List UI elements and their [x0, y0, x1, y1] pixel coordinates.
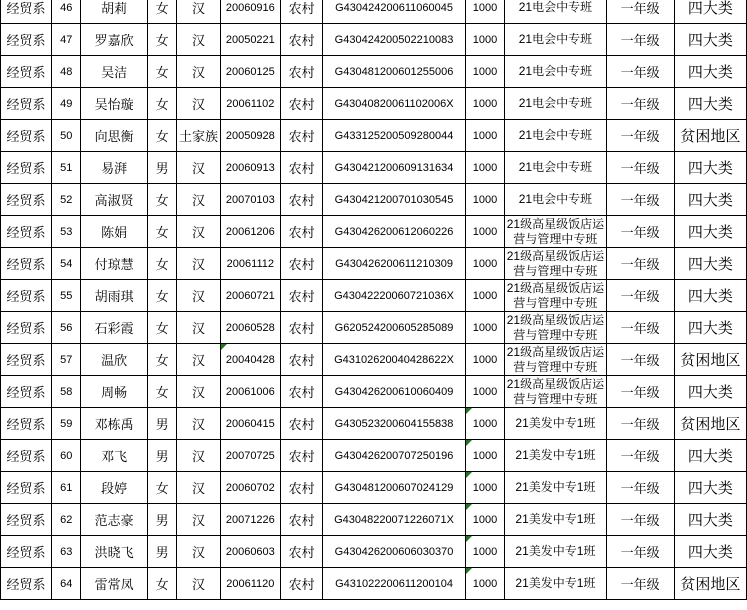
- class-name-cell[interactable]: 21美发中专1班: [505, 408, 606, 440]
- birth-date-cell[interactable]: 20040428: [220, 344, 280, 376]
- table-row: [1, 312, 747, 344]
- department-cell[interactable]: 经贸系: [1, 216, 52, 248]
- category-cell[interactable]: 四大类: [674, 440, 746, 472]
- department-cell[interactable]: 经贸系: [1, 120, 52, 152]
- table-row: [1, 504, 747, 536]
- birth-date-cell[interactable]: 20060702: [220, 472, 280, 504]
- class-name-cell[interactable]: 21电会中专班: [505, 24, 606, 56]
- ethnicity-cell[interactable]: 汉: [177, 24, 220, 56]
- serial-number-cell[interactable]: 49: [52, 88, 81, 120]
- grade-cell[interactable]: 一年级: [606, 376, 674, 408]
- birth-date-cell[interactable]: 20071226: [220, 504, 280, 536]
- category-cell[interactable]: 贫困地区: [674, 408, 746, 440]
- birth-date-cell[interactable]: 20061006: [220, 376, 280, 408]
- student-id-cell[interactable]: G430424200611060045: [323, 0, 465, 24]
- birth-date-cell[interactable]: 20070103: [220, 184, 280, 216]
- student-id-cell[interactable]: G430426200606030370: [323, 536, 465, 568]
- amount-cell[interactable]: 1000: [465, 408, 505, 440]
- amount-cell[interactable]: 1000: [465, 216, 505, 248]
- grade-cell[interactable]: 一年级: [606, 0, 674, 24]
- student-name-cell[interactable]: 吴怡璇: [81, 88, 148, 120]
- student-name-cell[interactable]: 邓栋禹: [81, 408, 148, 440]
- student-name-cell[interactable]: 洪晓飞: [81, 536, 148, 568]
- department-cell[interactable]: 经贸系: [1, 24, 52, 56]
- student-name-cell[interactable]: 胡莉: [81, 0, 148, 24]
- department-cell[interactable]: 经贸系: [1, 440, 52, 472]
- class-name-cell[interactable]: 21电会中专班: [505, 184, 606, 216]
- class-name-cell[interactable]: 21级高星级饭店运营与管理中专班: [506, 248, 605, 278]
- serial-number-cell[interactable]: 54: [52, 248, 81, 280]
- table-row: [1, 24, 747, 56]
- serial-number-cell[interactable]: 56: [52, 312, 81, 344]
- gender-cell[interactable]: 男: [147, 152, 176, 184]
- amount-cell[interactable]: 1000: [465, 376, 505, 408]
- amount-cell[interactable]: 1000: [465, 248, 505, 280]
- residence-type-cell[interactable]: 农村: [280, 440, 322, 472]
- table-row: [1, 344, 747, 376]
- category-cell[interactable]: 四大类: [674, 472, 746, 504]
- serial-number-cell[interactable]: 47: [52, 24, 81, 56]
- department-cell[interactable]: 经贸系: [1, 88, 52, 120]
- birth-date-cell[interactable]: 20060913: [220, 152, 280, 184]
- table-row: [1, 120, 747, 152]
- student-id-cell[interactable]: G430421200609131634: [323, 152, 465, 184]
- category-cell[interactable]: 四大类: [674, 88, 746, 120]
- serial-number-cell[interactable]: 63: [52, 536, 81, 568]
- student-id-cell[interactable]: G430426200611210309: [323, 248, 465, 280]
- student-id-cell[interactable]: G430426200612060226: [323, 216, 465, 248]
- class-name-cell[interactable]: 21级高星级饭店运营与管理中专班: [506, 312, 605, 342]
- amount-cell[interactable]: 1000: [465, 280, 505, 312]
- birth-date-cell[interactable]: 20060528: [220, 312, 280, 344]
- category-cell[interactable]: 贫困地区: [674, 568, 746, 600]
- department-cell[interactable]: 经贸系: [1, 184, 52, 216]
- class-name-cell[interactable]: 21电会中专班: [505, 0, 606, 24]
- grade-cell[interactable]: 一年级: [606, 216, 674, 248]
- residence-type-cell[interactable]: 农村: [280, 24, 322, 56]
- table-row: [1, 440, 747, 472]
- student-id-cell[interactable]: G43048220071226071X: [323, 504, 465, 536]
- grade-cell[interactable]: 一年级: [606, 472, 674, 504]
- residence-type-cell[interactable]: 农村: [280, 312, 322, 344]
- birth-date-cell[interactable]: 20050221: [220, 24, 280, 56]
- student-id-cell[interactable]: G620524200605285089: [323, 312, 465, 344]
- department-cell[interactable]: 经贸系: [1, 568, 52, 600]
- table-row: [1, 88, 747, 120]
- birth-date-cell[interactable]: 20060916: [220, 0, 280, 24]
- gender-cell[interactable]: 女: [147, 88, 176, 120]
- category-cell[interactable]: 四大类: [674, 504, 746, 536]
- amount-cell[interactable]: 1000: [465, 440, 505, 472]
- student-id-cell[interactable]: G43040820061102006X: [323, 88, 465, 120]
- table-row: [1, 248, 747, 280]
- birth-date-cell[interactable]: 20061102: [220, 88, 280, 120]
- gender-cell[interactable]: 女: [147, 344, 176, 376]
- ethnicity-cell[interactable]: 汉: [177, 440, 220, 472]
- table-row: [1, 408, 747, 440]
- residence-type-cell[interactable]: 农村: [280, 536, 322, 568]
- category-cell[interactable]: 四大类: [674, 56, 746, 88]
- residence-type-cell[interactable]: 农村: [280, 504, 322, 536]
- ethnicity-cell[interactable]: 汉: [177, 0, 220, 24]
- department-cell[interactable]: 经贸系: [1, 0, 52, 24]
- residence-type-cell[interactable]: 农村: [280, 88, 322, 120]
- gender-cell[interactable]: 女: [147, 0, 176, 24]
- gender-cell[interactable]: 女: [147, 184, 176, 216]
- gender-cell[interactable]: 女: [147, 280, 176, 312]
- grade-cell[interactable]: 一年级: [606, 56, 674, 88]
- serial-number-cell[interactable]: 46: [52, 0, 81, 24]
- student-name-cell[interactable]: 罗嘉欣: [81, 24, 148, 56]
- student-name-cell[interactable]: 石彩霞: [81, 312, 148, 344]
- ethnicity-cell[interactable]: 汉: [177, 376, 220, 408]
- amount-cell[interactable]: 1000: [465, 120, 505, 152]
- table-row: [1, 56, 747, 88]
- ethnicity-cell[interactable]: 汉: [177, 536, 220, 568]
- gender-cell[interactable]: 女: [147, 24, 176, 56]
- serial-number-cell[interactable]: 48: [52, 56, 81, 88]
- class-name-cell[interactable]: 21电会中专班: [505, 56, 606, 88]
- gender-cell[interactable]: 男: [147, 536, 176, 568]
- serial-number-cell[interactable]: 51: [52, 152, 81, 184]
- student-name-cell[interactable]: 邓飞: [81, 440, 148, 472]
- class-name-cell[interactable]: 21电会中专班: [505, 152, 606, 184]
- class-name-cell[interactable]: 21美发中专1班: [505, 536, 606, 568]
- residence-type-cell[interactable]: 农村: [280, 568, 322, 600]
- serial-number-cell[interactable]: 58: [52, 376, 81, 408]
- student-id-cell[interactable]: G430481200607024129: [323, 472, 465, 504]
- residence-type-cell[interactable]: 农村: [280, 344, 322, 376]
- ethnicity-cell[interactable]: 汉: [177, 280, 220, 312]
- grade-cell[interactable]: 一年级: [606, 152, 674, 184]
- ethnicity-cell[interactable]: 土家族: [177, 120, 220, 152]
- department-cell[interactable]: 经贸系: [1, 536, 52, 568]
- residence-type-cell[interactable]: 农村: [280, 216, 322, 248]
- grade-cell[interactable]: 一年级: [606, 440, 674, 472]
- amount-cell[interactable]: 1000: [465, 184, 505, 216]
- birth-date-cell[interactable]: 20060125: [220, 56, 280, 88]
- student-name-cell[interactable]: 温欣: [81, 344, 148, 376]
- serial-number-cell[interactable]: 55: [52, 280, 81, 312]
- student-id-cell[interactable]: G433125200509280044: [323, 120, 465, 152]
- amount-cell[interactable]: 1000: [465, 472, 505, 504]
- amount-cell[interactable]: 1000: [465, 504, 505, 536]
- department-cell[interactable]: 经贸系: [1, 280, 52, 312]
- residence-type-cell[interactable]: 农村: [280, 56, 322, 88]
- ethnicity-cell[interactable]: 汉: [177, 312, 220, 344]
- student-id-cell[interactable]: G43102620040428622X: [323, 344, 465, 376]
- table-row: [1, 0, 747, 24]
- birth-date-cell[interactable]: 20070725: [220, 440, 280, 472]
- student-id-cell[interactable]: G430426200707250196: [323, 440, 465, 472]
- student-name-cell[interactable]: 胡雨琪: [81, 280, 148, 312]
- ethnicity-cell[interactable]: 汉: [177, 216, 220, 248]
- category-cell[interactable]: 四大类: [674, 248, 746, 280]
- residence-type-cell[interactable]: 农村: [280, 0, 322, 24]
- residence-type-cell[interactable]: 农村: [280, 280, 322, 312]
- amount-cell[interactable]: 1000: [465, 344, 505, 376]
- grade-cell[interactable]: 一年级: [606, 344, 674, 376]
- grade-cell[interactable]: 一年级: [606, 312, 674, 344]
- department-cell[interactable]: 经贸系: [1, 504, 52, 536]
- amount-cell[interactable]: 1000: [465, 56, 505, 88]
- student-id-cell[interactable]: G431022200611200104: [323, 568, 465, 600]
- student-name-cell[interactable]: 易湃: [81, 152, 148, 184]
- birth-date-cell[interactable]: 20060603: [220, 536, 280, 568]
- ethnicity-cell[interactable]: 汉: [177, 184, 220, 216]
- grade-cell[interactable]: 一年级: [606, 280, 674, 312]
- class-name-cell[interactable]: 21电会中专班: [505, 120, 606, 152]
- serial-number-cell[interactable]: 64: [52, 568, 81, 600]
- ethnicity-cell[interactable]: 汉: [177, 248, 220, 280]
- amount-cell[interactable]: 1000: [465, 568, 505, 600]
- student-name-cell[interactable]: 吴洁: [81, 56, 148, 88]
- grade-cell[interactable]: 一年级: [606, 408, 674, 440]
- serial-number-cell[interactable]: 53: [52, 216, 81, 248]
- department-cell[interactable]: 经贸系: [1, 408, 52, 440]
- category-cell[interactable]: 四大类: [674, 152, 746, 184]
- category-cell[interactable]: 四大类: [674, 24, 746, 56]
- student-name-cell[interactable]: 付琼慧: [81, 248, 148, 280]
- class-name-cell[interactable]: 21级高星级饭店运营与管理中专班: [506, 280, 605, 310]
- student-name-cell[interactable]: 范志豪: [81, 504, 148, 536]
- table-row: [1, 536, 747, 568]
- residence-type-cell[interactable]: 农村: [280, 472, 322, 504]
- amount-cell[interactable]: 1000: [465, 536, 505, 568]
- ethnicity-cell[interactable]: 汉: [177, 472, 220, 504]
- student-id-cell[interactable]: G430426200610060409: [323, 376, 465, 408]
- serial-number-cell[interactable]: 52: [52, 184, 81, 216]
- residence-type-cell[interactable]: 农村: [280, 248, 322, 280]
- gender-cell[interactable]: 男: [147, 440, 176, 472]
- birth-date-cell[interactable]: 20061206: [220, 216, 280, 248]
- birth-date-cell[interactable]: 20060415: [220, 408, 280, 440]
- gender-cell[interactable]: 女: [147, 568, 176, 600]
- grade-cell[interactable]: 一年级: [606, 88, 674, 120]
- department-cell[interactable]: 经贸系: [1, 344, 52, 376]
- student-id-cell[interactable]: G430523200604155838: [323, 408, 465, 440]
- gender-cell[interactable]: 女: [147, 472, 176, 504]
- category-cell[interactable]: 四大类: [674, 312, 746, 344]
- table-row: [1, 184, 747, 216]
- student-name-cell[interactable]: 雷常凤: [81, 568, 148, 600]
- amount-cell[interactable]: 1000: [465, 0, 505, 24]
- serial-number-cell[interactable]: 57: [52, 344, 81, 376]
- birth-date-cell[interactable]: 20060721: [220, 280, 280, 312]
- birth-date-cell[interactable]: 20050928: [220, 120, 280, 152]
- category-cell[interactable]: 四大类: [674, 0, 746, 24]
- table-row: [1, 216, 747, 248]
- grade-cell[interactable]: 一年级: [606, 504, 674, 536]
- serial-number-cell[interactable]: 61: [52, 472, 81, 504]
- gender-cell[interactable]: 女: [147, 312, 176, 344]
- student-name-cell[interactable]: 周畅: [81, 376, 148, 408]
- class-name-cell[interactable]: 21美发中专1班: [505, 504, 606, 536]
- class-name-cell[interactable]: 21级高星级饭店运营与管理中专班: [506, 216, 605, 246]
- student-name-cell[interactable]: 段婷: [81, 472, 148, 504]
- ethnicity-cell[interactable]: 汉: [177, 344, 220, 376]
- department-cell[interactable]: 经贸系: [1, 152, 52, 184]
- class-name-cell[interactable]: 21美发中专1班: [505, 568, 606, 600]
- department-cell[interactable]: 经贸系: [1, 472, 52, 504]
- gender-cell[interactable]: 男: [147, 504, 176, 536]
- ethnicity-cell[interactable]: 汉: [177, 504, 220, 536]
- gender-cell[interactable]: 女: [147, 56, 176, 88]
- class-name-cell[interactable]: 21电会中专班: [505, 88, 606, 120]
- department-cell[interactable]: 经贸系: [1, 376, 52, 408]
- student-id-cell[interactable]: G430424200502210083: [323, 24, 465, 56]
- class-name-cell[interactable]: 21级高星级饭店运营与管理中专班: [506, 376, 605, 406]
- department-cell[interactable]: 经贸系: [1, 312, 52, 344]
- gender-cell[interactable]: 女: [147, 216, 176, 248]
- ethnicity-cell[interactable]: 汉: [177, 152, 220, 184]
- student-name-cell[interactable]: 高淑贤: [81, 184, 148, 216]
- category-cell[interactable]: 四大类: [674, 536, 746, 568]
- table-row: [1, 568, 747, 600]
- student-id-cell[interactable]: G43042220060721036X: [323, 280, 465, 312]
- residence-type-cell[interactable]: 农村: [280, 376, 322, 408]
- grade-cell[interactable]: 一年级: [606, 184, 674, 216]
- gender-cell[interactable]: 女: [147, 120, 176, 152]
- gender-cell[interactable]: 男: [147, 408, 176, 440]
- category-cell[interactable]: 四大类: [674, 376, 746, 408]
- class-name-cell[interactable]: 21美发中专1班: [505, 440, 606, 472]
- grade-cell[interactable]: 一年级: [606, 24, 674, 56]
- residence-type-cell[interactable]: 农村: [280, 120, 322, 152]
- student-id-cell[interactable]: G430421200701030545: [323, 184, 465, 216]
- table-row: [1, 152, 747, 184]
- amount-cell[interactable]: 1000: [465, 152, 505, 184]
- category-cell[interactable]: 四大类: [674, 216, 746, 248]
- student-id-cell[interactable]: G430481200601255006: [323, 56, 465, 88]
- ethnicity-cell[interactable]: 汉: [177, 56, 220, 88]
- table-row: [1, 472, 747, 504]
- ethnicity-cell[interactable]: 汉: [177, 88, 220, 120]
- category-cell[interactable]: 四大类: [674, 280, 746, 312]
- residence-type-cell[interactable]: 农村: [280, 408, 322, 440]
- serial-number-cell[interactable]: 50: [52, 120, 81, 152]
- grade-cell[interactable]: 一年级: [606, 248, 674, 280]
- grade-cell[interactable]: 一年级: [606, 536, 674, 568]
- ethnicity-cell[interactable]: 汉: [177, 568, 220, 600]
- grade-cell[interactable]: 一年级: [606, 120, 674, 152]
- birth-date-cell[interactable]: 20061120: [220, 568, 280, 600]
- grade-cell[interactable]: 一年级: [606, 568, 674, 600]
- ethnicity-cell[interactable]: 汉: [177, 408, 220, 440]
- amount-cell[interactable]: 1000: [465, 24, 505, 56]
- category-cell[interactable]: 四大类: [674, 184, 746, 216]
- serial-number-cell[interactable]: 62: [52, 504, 81, 536]
- residence-type-cell[interactable]: 农村: [280, 152, 322, 184]
- serial-number-cell[interactable]: 60: [52, 440, 81, 472]
- category-cell[interactable]: 贫困地区: [674, 120, 746, 152]
- class-name-cell[interactable]: 21美发中专1班: [505, 472, 606, 504]
- table-row: [1, 376, 747, 408]
- student-name-cell[interactable]: 向思衡: [81, 120, 148, 152]
- amount-cell[interactable]: 1000: [465, 312, 505, 344]
- residence-type-cell[interactable]: 农村: [280, 184, 322, 216]
- category-cell[interactable]: 贫困地区: [674, 344, 746, 376]
- serial-number-cell[interactable]: 59: [52, 408, 81, 440]
- class-name-cell[interactable]: 21级高星级饭店运营与管理中专班: [506, 344, 605, 374]
- amount-cell[interactable]: 1000: [465, 88, 505, 120]
- gender-cell[interactable]: 女: [147, 248, 176, 280]
- student-name-cell[interactable]: 陈娟: [81, 216, 148, 248]
- table-row: [1, 280, 747, 312]
- birth-date-cell[interactable]: 20061112: [220, 248, 280, 280]
- department-cell[interactable]: 经贸系: [1, 248, 52, 280]
- department-cell[interactable]: 经贸系: [1, 56, 52, 88]
- gender-cell[interactable]: 女: [147, 376, 176, 408]
